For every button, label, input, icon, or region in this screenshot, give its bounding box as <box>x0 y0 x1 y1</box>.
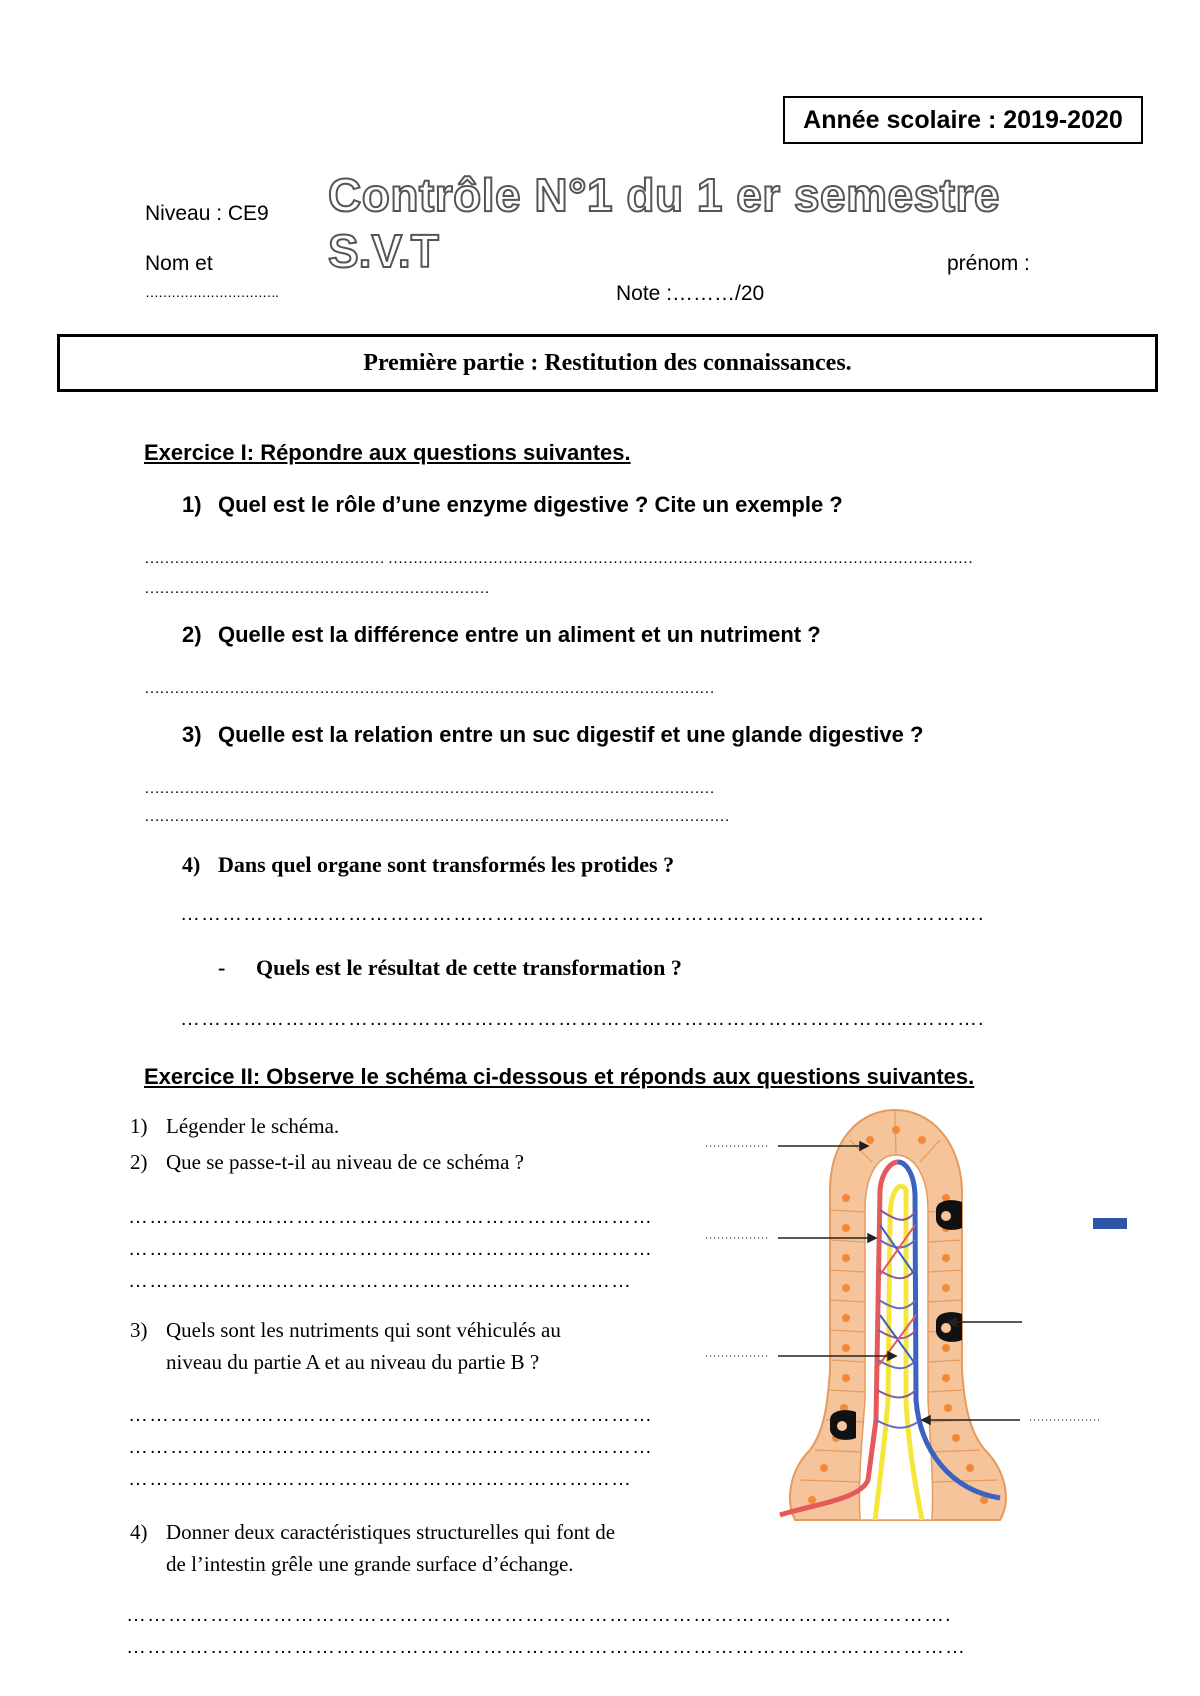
answer-line[interactable]: ……………………………………………………………… <box>128 1270 632 1292</box>
question-text: Que se passe-t-il au niveau de ce schéma ? <box>166 1150 525 1174</box>
exercise1-title: Exercice I: Répondre aux questions suivantes. <box>144 440 631 465</box>
epithelium <box>790 1110 1006 1520</box>
question-text: Quelle est la différence entre un aliment et un nutriment ? <box>218 622 821 647</box>
school-year: Année scolaire : 2019-2020 <box>803 105 1123 134</box>
answer-line[interactable]: …………………………………………………………………………………………………… <box>144 780 714 797</box>
question-number: 2) <box>130 1150 148 1174</box>
school-year-box <box>783 96 1143 144</box>
answer-line[interactable]: ………………………………………… ……………………………………………………………………………………………………… <box>144 550 973 567</box>
first-name-label: prénom : <box>947 252 1030 275</box>
question-text: Quelle est la relation entre un suc digestif et une glande digestive ? <box>218 722 924 747</box>
blue-mark <box>1093 1218 1127 1229</box>
ex1-question-4 <box>182 852 674 878</box>
subject-title: S.V.T <box>328 225 439 277</box>
question-text: Quels sont les nutriments qui sont véhiculés au <box>166 1318 561 1342</box>
question-text: Donner deux caractéristiques structurelles qui font de <box>166 1520 616 1544</box>
answer-line[interactable]: ………………………………………………………………… <box>128 1206 653 1228</box>
question-number: 4) <box>130 1520 148 1544</box>
answer-line[interactable]: ………………………………………………………………… <box>128 1238 653 1260</box>
question-text: Dans quel organe sont transformés les protides ? <box>218 852 675 877</box>
answer-line[interactable]: …………………………………………………………………………………………………… <box>144 680 714 697</box>
question-number: 2) <box>182 622 202 647</box>
ex2-question-3 <box>130 1318 561 1343</box>
ex1-question-3 <box>182 722 923 748</box>
question-number: 1) <box>130 1114 148 1138</box>
name-blank[interactable]: …………………………. <box>145 284 278 300</box>
exercise2-title: Exercice II: Observe le schéma ci-dessous et réponds aux questions suivantes. <box>144 1064 975 1089</box>
answer-line[interactable]: ………………………………………………………………………………………………………. <box>126 1604 952 1626</box>
ex1-sub-question <box>218 955 682 981</box>
question-number: 3) <box>182 722 202 747</box>
part-title-box <box>57 334 1158 392</box>
ex2-question-3-line2: niveau du partie A et au niveau du partie B ? <box>166 1350 540 1374</box>
ex1-question-1 <box>182 492 843 518</box>
question-text: Quels est le résultat de cette transformation ? <box>256 955 682 980</box>
villus-diagram <box>700 1100 1140 1530</box>
answer-line[interactable]: ……………………………………………………………… <box>128 1468 632 1490</box>
question-number: 3) <box>130 1318 148 1342</box>
part-title: Première partie : Restitution des connaissances. <box>363 349 852 376</box>
grade-label: Note :………/20 <box>616 282 765 305</box>
question-text: Légender le schéma. <box>166 1114 340 1138</box>
ex1-question-2 <box>182 622 821 648</box>
answer-line[interactable]: ………………………………………………………………… <box>128 1436 653 1458</box>
exam-title: Contrôle N°1 du 1 er semestre <box>328 169 1000 221</box>
ex2-question-1 <box>130 1114 339 1139</box>
answer-line[interactable]: ……………………………………………………………………………………………………… <box>144 808 729 825</box>
question-number: 4) <box>182 852 201 877</box>
ex2-question-2 <box>130 1150 524 1175</box>
answer-line[interactable]: ……………………………………………………………………………………………………. <box>180 1008 985 1030</box>
answer-line[interactable]: ………………………………………………………………………………………………………… <box>126 1636 966 1658</box>
level-label: Niveau : CE9 <box>145 202 269 225</box>
answer-line[interactable]: …………………………………………………………… <box>144 580 489 597</box>
answer-line[interactable]: ………………………………………………………………… <box>128 1404 653 1426</box>
bullet: - <box>218 955 226 980</box>
question-number: 1) <box>182 492 202 517</box>
question-text: Quel est le rôle d’une enzyme digestive ? Cite un exemple ? <box>218 492 843 517</box>
ex2-question-4 <box>130 1520 615 1545</box>
ex2-question-4-line2: de l’intestin grêle une grande surface d’échange. <box>166 1552 574 1576</box>
answer-line[interactable]: ……………………………………………………………………………………………………. <box>180 903 985 925</box>
name-label: Nom et <box>145 252 213 275</box>
